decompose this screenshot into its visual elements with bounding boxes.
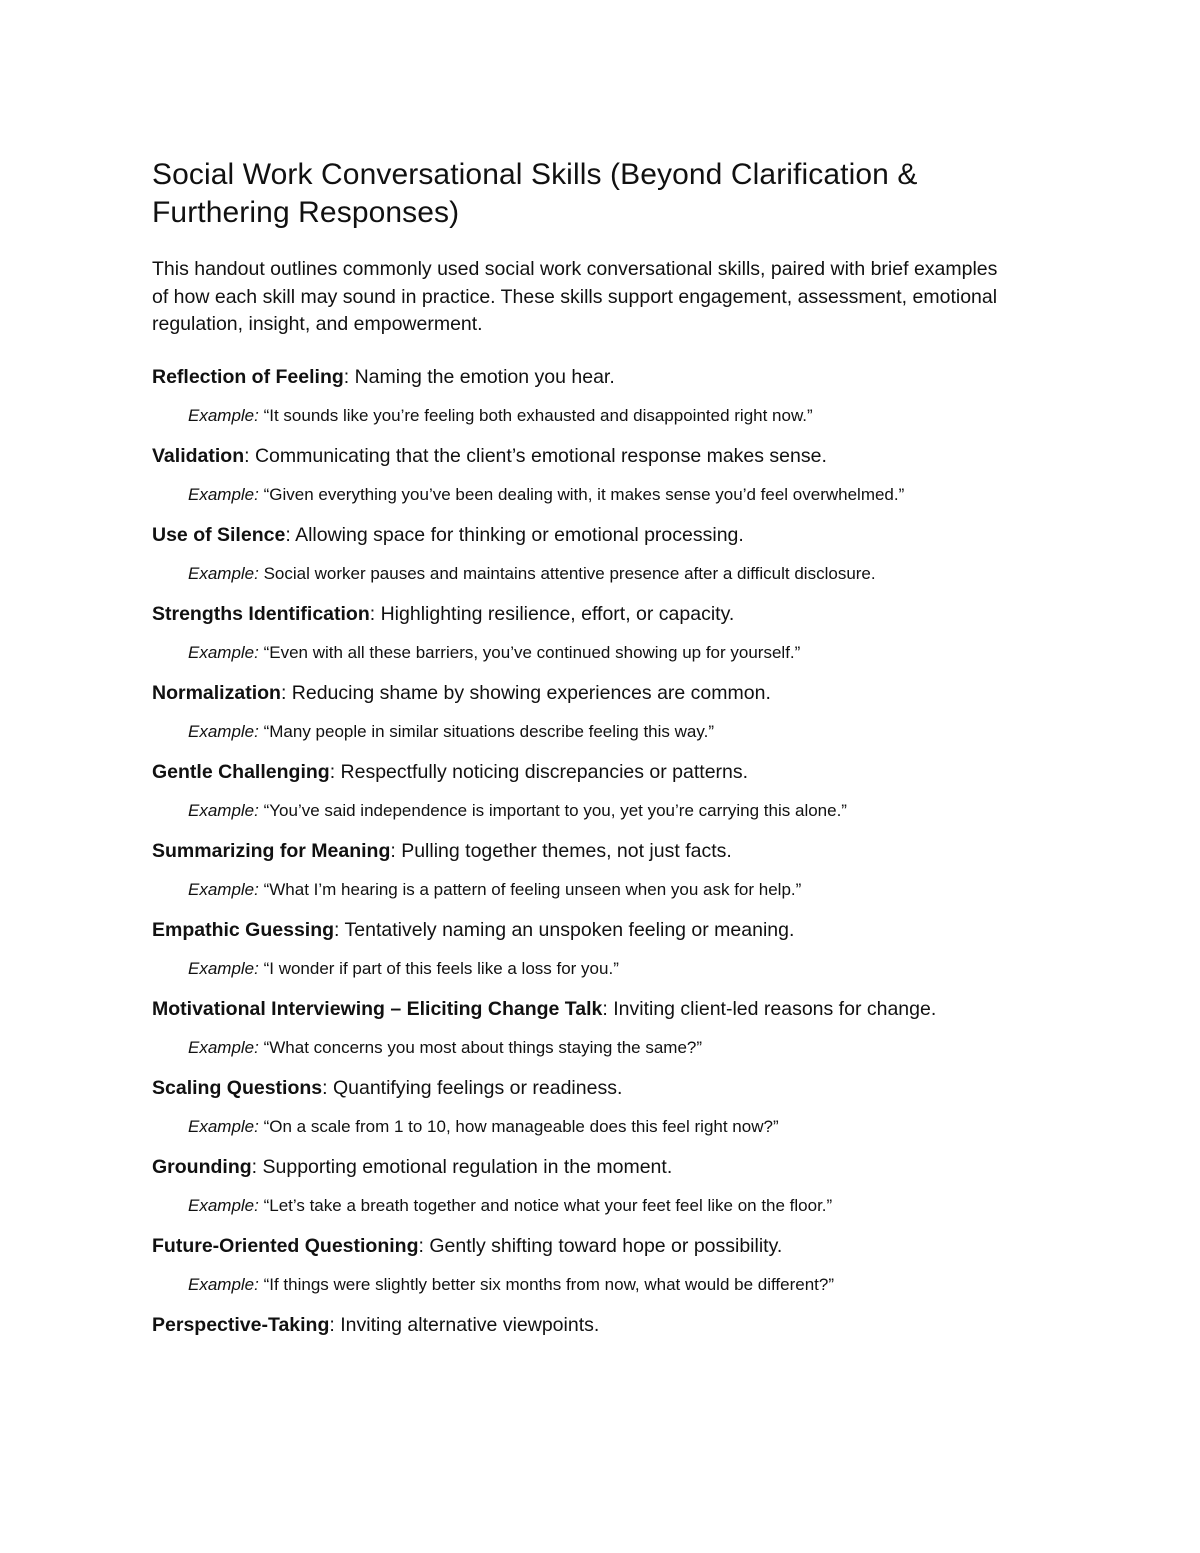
skill-description: : Naming the emotion you hear. bbox=[343, 365, 615, 388]
skill-item bbox=[152, 996, 1052, 1060]
skill-name: Motivational Interviewing – Eliciting Change Talk bbox=[152, 997, 603, 1020]
example-text: “On a scale from 1 to 10, how manageable does this feel right now?” bbox=[258, 1116, 779, 1136]
skill-description: : Supporting emotional regulation in the moment. bbox=[251, 1155, 673, 1178]
skill-description: : Quantifying feelings or readiness. bbox=[322, 1076, 623, 1099]
skill-description: : Tentatively naming an unspoken feeling or meaning. bbox=[334, 918, 795, 941]
example-label: Example: bbox=[188, 721, 259, 741]
skill-item bbox=[152, 1312, 1052, 1339]
skill-name: Use of Silence bbox=[152, 523, 286, 546]
skill-name: Perspective-Taking bbox=[152, 1313, 330, 1336]
skill-item bbox=[152, 1233, 1052, 1297]
skill-example bbox=[152, 404, 1052, 428]
skill-example bbox=[152, 720, 1052, 744]
skill-heading bbox=[152, 1075, 1052, 1102]
skill-heading bbox=[152, 1154, 1052, 1181]
skill-description: : Highlighting resilience, effort, or capacity. bbox=[369, 602, 735, 625]
skill-description: : Respectfully noticing discrepancies or patterns. bbox=[329, 760, 749, 783]
skill-example bbox=[152, 641, 1052, 665]
example-text: “Given everything you’ve been dealing with, it makes sense you’d feel overwhelmed.” bbox=[258, 484, 905, 504]
skill-item bbox=[152, 443, 1052, 507]
skill-description: : Inviting client-led reasons for change. bbox=[602, 997, 937, 1020]
skill-description: : Pulling together themes, not just facts. bbox=[390, 839, 732, 862]
skill-name: Empathic Guessing bbox=[152, 918, 335, 941]
example-label: Example: bbox=[188, 563, 259, 583]
skill-name: Grounding bbox=[152, 1155, 252, 1178]
skill-name: Future-Oriented Questioning bbox=[152, 1234, 419, 1257]
skill-item bbox=[152, 680, 1052, 744]
skill-item bbox=[152, 759, 1052, 823]
document-page bbox=[152, 156, 1052, 1339]
example-text: “You’ve said independence is important to you, yet you’re carrying this alone.” bbox=[258, 800, 847, 820]
example-label: Example: bbox=[188, 1274, 259, 1294]
skill-heading bbox=[152, 1233, 1052, 1260]
skill-name: Reflection of Feeling bbox=[152, 365, 344, 388]
example-text: “Even with all these barriers, you’ve continued showing up for yourself.” bbox=[258, 642, 801, 662]
skill-example bbox=[152, 1115, 1052, 1139]
intro-paragraph: This handout outlines commonly used social work conversational skills, paired with brief examples of how each skill may sound in practice. These skills support engagement, assessment, emotional regulation, insight, and empowerment. bbox=[152, 258, 998, 335]
skill-item bbox=[152, 1075, 1052, 1139]
skill-example bbox=[152, 957, 1052, 981]
skill-description: : Inviting alternative viewpoints. bbox=[329, 1313, 600, 1336]
skill-heading bbox=[152, 680, 1052, 707]
example-text: “Many people in similar situations describe feeling this way.” bbox=[258, 721, 714, 741]
skill-item bbox=[152, 917, 1052, 981]
skill-item bbox=[152, 838, 1052, 902]
skill-heading bbox=[152, 601, 1052, 628]
example-label: Example: bbox=[188, 1116, 259, 1136]
skill-example bbox=[152, 562, 1052, 586]
skill-name: Summarizing for Meaning bbox=[152, 839, 391, 862]
example-label: Example: bbox=[188, 484, 259, 504]
document-title: Social Work Conversational Skills (Beyond Clarification & Furthering Responses) bbox=[152, 158, 918, 229]
skill-heading bbox=[152, 522, 1052, 549]
skill-example bbox=[152, 483, 1052, 507]
skill-description: : Reducing shame by showing experiences are common. bbox=[280, 681, 771, 704]
example-text: “What I’m hearing is a pattern of feeling unseen when you ask for help.” bbox=[258, 879, 802, 899]
example-text: “I wonder if part of this feels like a loss for you.” bbox=[258, 958, 619, 978]
skill-heading bbox=[152, 838, 1052, 865]
skill-heading bbox=[152, 759, 1052, 786]
skill-item bbox=[152, 601, 1052, 665]
skill-heading bbox=[152, 1312, 1052, 1339]
skill-description: : Communicating that the client’s emotional response makes sense. bbox=[244, 444, 827, 467]
skill-name: Normalization bbox=[152, 681, 281, 704]
example-label: Example: bbox=[188, 642, 259, 662]
example-text: “What concerns you most about things staying the same?” bbox=[258, 1037, 703, 1057]
skill-name: Validation bbox=[152, 444, 245, 467]
skill-item bbox=[152, 522, 1052, 586]
skill-description: : Gently shifting toward hope or possibility. bbox=[418, 1234, 783, 1257]
skill-heading bbox=[152, 443, 1052, 470]
skill-item bbox=[152, 364, 1052, 428]
skill-name: Gentle Challenging bbox=[152, 760, 330, 783]
example-label: Example: bbox=[188, 1195, 259, 1215]
example-text: “It sounds like you’re feeling both exhausted and disappointed right now.” bbox=[258, 405, 813, 425]
example-text: “If things were slightly better six months from now, what would be different?” bbox=[258, 1274, 834, 1294]
skill-heading bbox=[152, 996, 1052, 1023]
example-label: Example: bbox=[188, 958, 259, 978]
skill-heading bbox=[152, 917, 1052, 944]
skill-example bbox=[152, 1194, 1052, 1218]
example-text: “Let’s take a breath together and notice what your feet feel like on the floor.” bbox=[258, 1195, 833, 1215]
skill-name: Scaling Questions bbox=[152, 1076, 323, 1099]
skill-example bbox=[152, 1273, 1052, 1297]
example-label: Example: bbox=[188, 1037, 259, 1057]
skill-example bbox=[152, 1036, 1052, 1060]
skill-description: : Allowing space for thinking or emotional processing. bbox=[285, 523, 744, 546]
example-label: Example: bbox=[188, 800, 259, 820]
example-text: Social worker pauses and maintains attentive presence after a difficult disclosure. bbox=[258, 563, 876, 583]
skill-heading bbox=[152, 364, 1052, 391]
skill-example bbox=[152, 799, 1052, 823]
skill-example bbox=[152, 878, 1052, 902]
skill-item bbox=[152, 1154, 1052, 1218]
example-label: Example: bbox=[188, 879, 259, 899]
skill-name: Strengths Identification bbox=[152, 602, 370, 625]
example-label: Example: bbox=[188, 405, 259, 425]
skills-list bbox=[152, 364, 1052, 1339]
